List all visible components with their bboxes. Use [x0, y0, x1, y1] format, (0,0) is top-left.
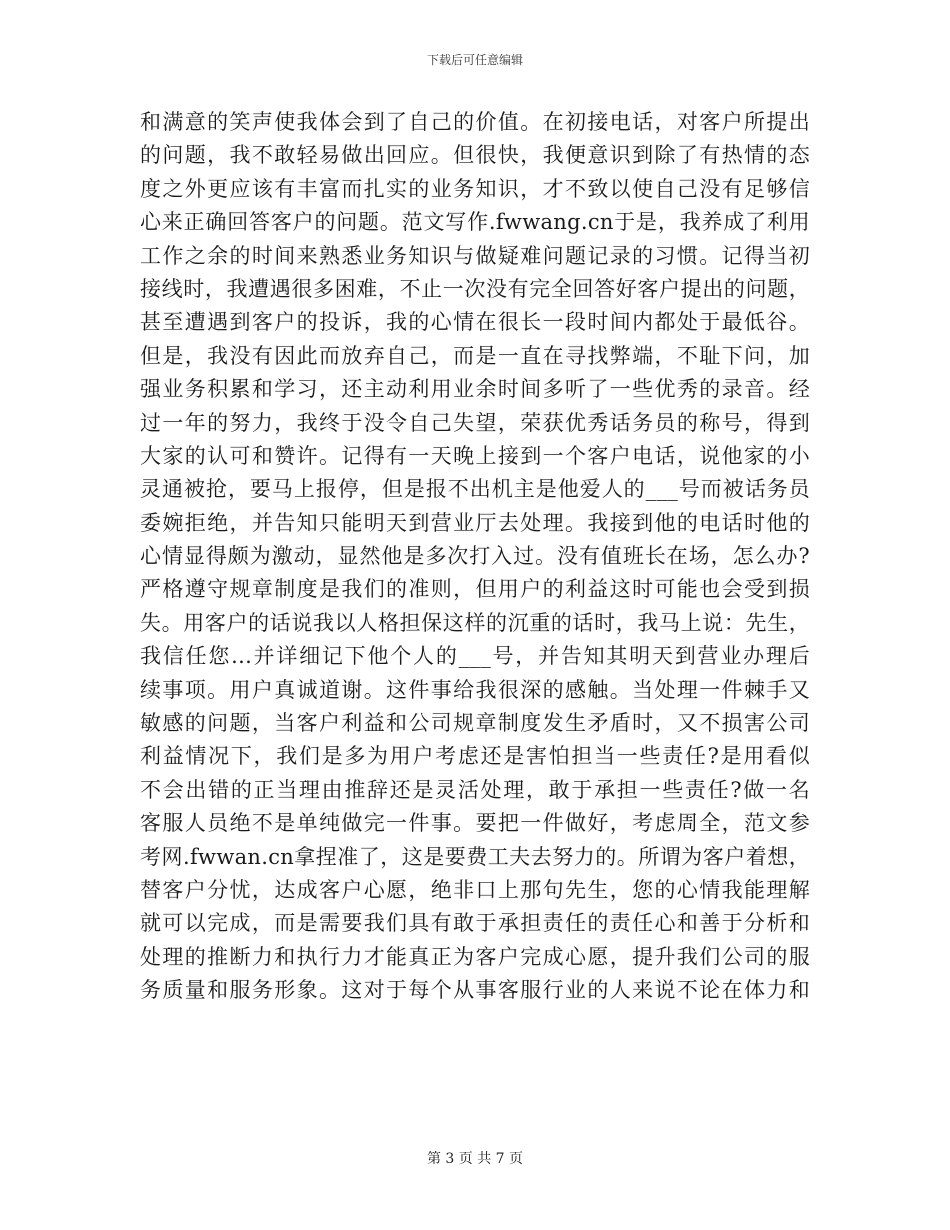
text-line: 替客户分忧，达成客户心愿，绝非口上那句先生，您的心情我能理解	[140, 877, 810, 902]
text-line: 工作之余的时间来熟悉业务知识与做疑难问题记录的习惯。记得当初	[140, 243, 810, 268]
page-header: 下载后可任意编辑	[426, 53, 523, 67]
text-line: 不会出错的正当理由推辞还是灵活处理，敢于承担一些责任?做一名	[140, 777, 810, 802]
text-line: 甚至遭遇到客户的投诉，我的心情在很长一段时间内都处于最低谷。	[140, 310, 810, 335]
text-line: 心情显得颇为激动，显然他是多次打入过。没有值班长在场，怎么办?	[140, 544, 810, 569]
text-line: 接线时，我遭遇很多困难，不止一次没有完全回答好客户提出的问题，	[140, 276, 810, 301]
text-line: 和满意的笑声使我体会到了自己的价值。在初接电话，对客户所提出	[140, 110, 810, 134]
text-line: 我信任您...并详细记下他个人的___号，并告知其明天到营业办理后	[140, 644, 810, 669]
text-line: 续事项。用户真诚道谢。这件事给我很深的感触。当处理一件棘手又	[140, 677, 810, 702]
text-line: 处理的推断力和执行力才能真正为客户完成心愿，提升我们公司的服	[140, 944, 810, 969]
text-line: 利益情况下，我们是多为用户考虑还是害怕担当一些责任?是用看似	[140, 744, 810, 769]
text-line: 过一年的努力，我终于没令自己失望，荣获优秀话务员的称号，得到	[140, 410, 810, 435]
text-line: 考网.fwwan.cn拿捏准了，这是要费工夫去努力的。所谓为客户着想，	[140, 844, 810, 869]
text-line: 大家的认可和赞许。记得有一天晚上接到一个客户电话，说他家的小	[140, 443, 810, 468]
text-line: 但是，我没有因此而放弃自己，而是一直在寻找弊端，不耻下问，加	[140, 343, 810, 368]
body-text	[140, 106, 810, 1008]
text-line: 就可以完成，而是需要我们具有敢于承担责任的责任心和善于分析和	[140, 911, 810, 936]
text-line: 严格遵守规章制度是我们的准则，但用户的利益这时可能也会受到损	[140, 577, 810, 602]
page-footer-page-number: 第 3 页 共 7 页	[426, 1151, 524, 1167]
text-line: 强业务积累和学习，还主动利用业余时间多听了一些优秀的录音。经	[140, 377, 810, 402]
text-line: 客服人员绝不是单纯做完一件事。要把一件做好，考虑周全，范文参	[140, 811, 810, 836]
text-line: 的问题，我不敢轻易做出回应。但很快，我便意识到除了有热情的态	[140, 143, 810, 168]
text-line: 务质量和服务形象。这对于每个从事客服行业的人来说不论在体力和	[140, 978, 810, 1003]
text-line: 委婉拒绝，并告知只能明天到营业厅去处理。我接到他的电话时他的	[140, 510, 810, 535]
text-line: 灵通被抢，要马上报停，但是报不出机主是他爱人的___号而被话务员	[140, 477, 810, 502]
text-line: 度之外更应该有丰富而扎实的业务知识，才不致以使自己没有足够信	[140, 176, 810, 201]
text-line: 敏感的问题，当客户利益和公司规章制度发生矛盾时，又不损害公司	[140, 711, 810, 736]
text-line: 失。用客户的话说我以人格担保这样的沉重的话时，我马上说：先生，	[140, 610, 810, 635]
text-line: 心来正确回答客户的问题。范文写作.fwwang.cn于是，我养成了利用	[140, 210, 810, 235]
